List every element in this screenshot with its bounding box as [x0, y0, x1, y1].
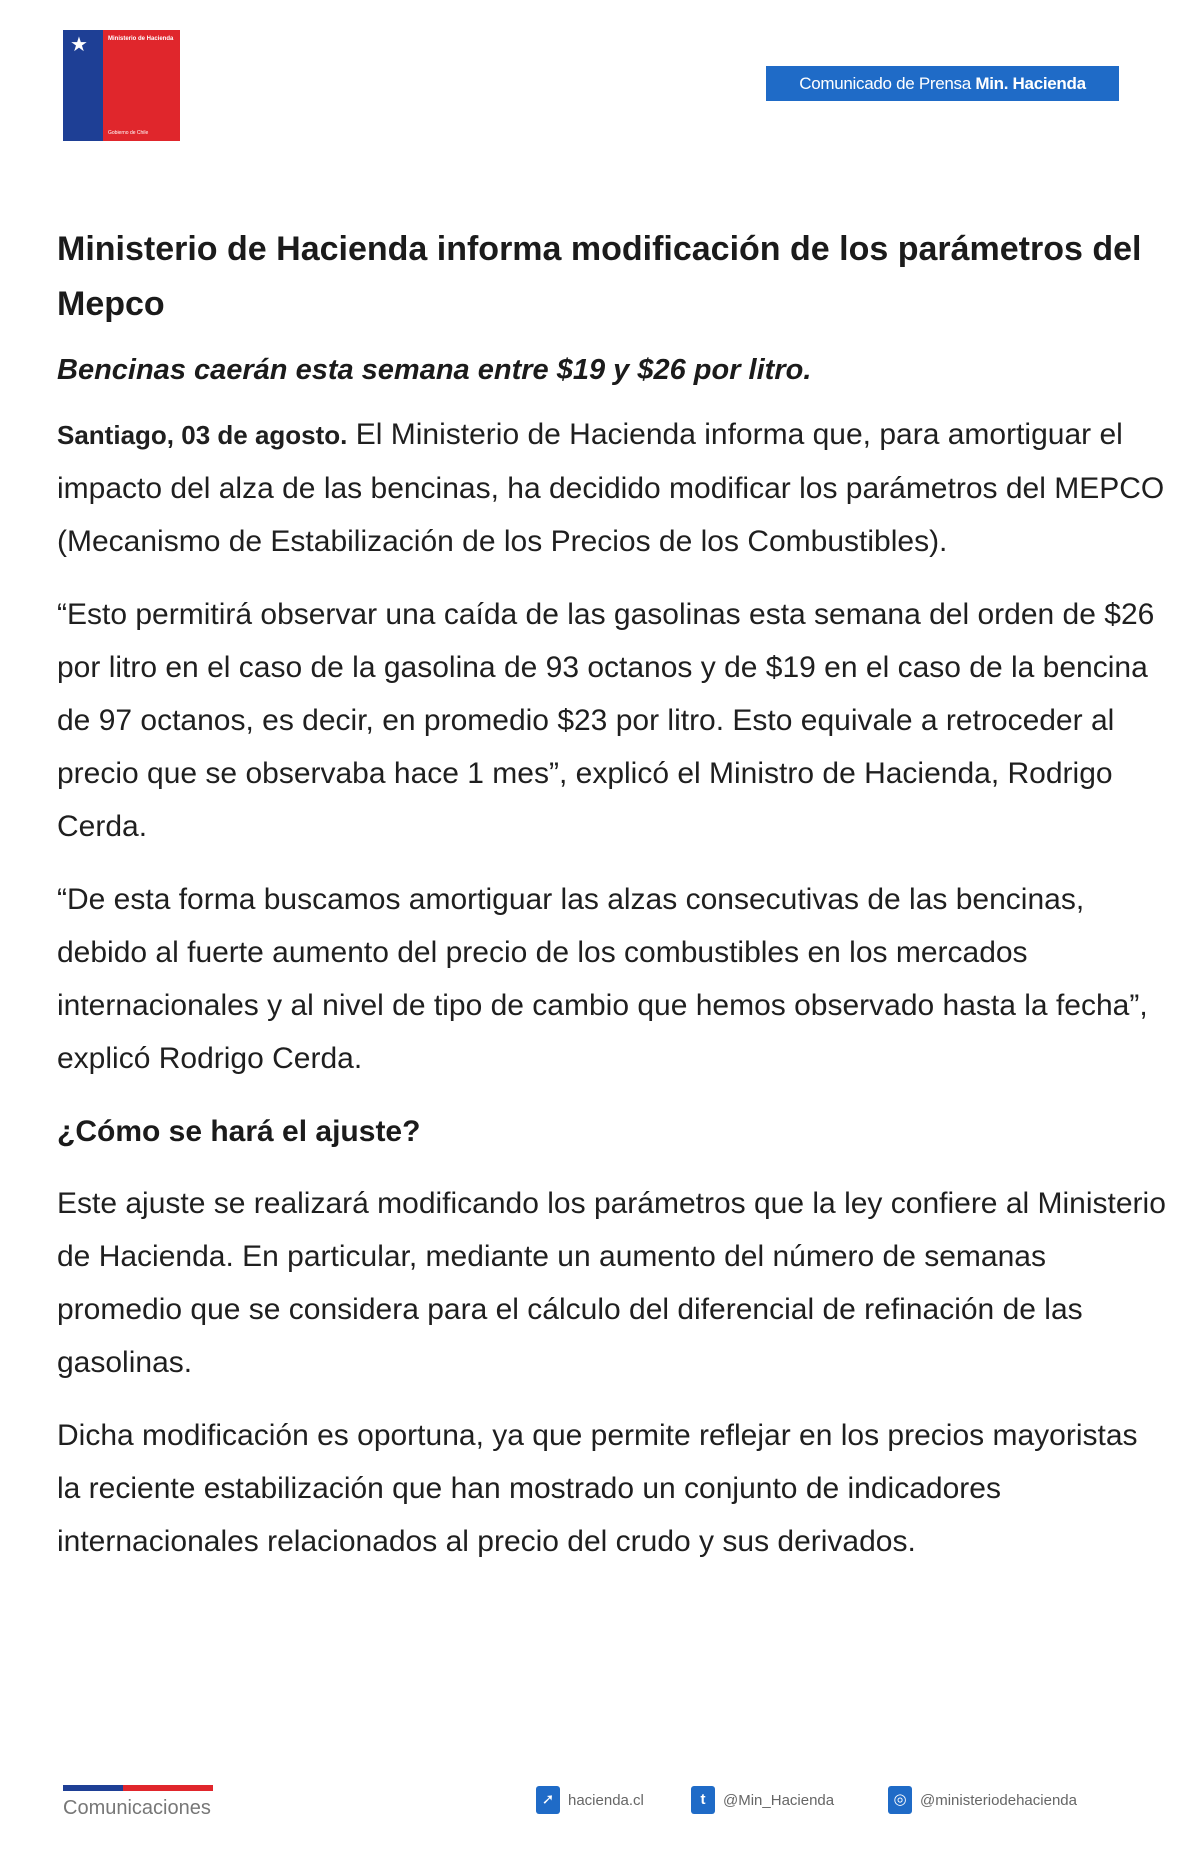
- dateline: Santiago, 03 de agosto.: [57, 420, 348, 450]
- article-body: [57, 222, 1167, 1568]
- instagram-icon: ◎: [888, 1786, 912, 1814]
- instagram-link-label: @ministeriodehacienda: [920, 1791, 1077, 1809]
- press-badge-ministry: Min. Hacienda: [975, 74, 1086, 93]
- footer-department: [63, 1785, 213, 1820]
- quote-paragraph-1: “Esto permitirá observar una caída de las gasolinas esta semana del orden de $26 por litro en el caso de la gasolina de 93 octanos y de $19 en el caso de la bencina de 97 octanos, es decir, en promedio $23 por litro. Esto equivale a retroceder al precio que se observaba hace 1 mes”, explicó el Ministro de Hacienda, Rodrigo Cerda.: [57, 598, 1155, 843]
- logo-ministry-name: Ministerio de Hacienda: [108, 36, 174, 42]
- twitter-link-label: @Min_Hacienda: [723, 1791, 835, 1809]
- instagram-link[interactable]: [888, 1786, 1077, 1814]
- cursor-icon: ➚: [536, 1786, 560, 1814]
- lead-paragraph: [57, 408, 1167, 568]
- footer-department-label: Comunicaciones: [63, 1797, 211, 1819]
- article-title: Ministerio de Hacienda informa modificación de los parámetros del Mepco: [57, 230, 1142, 323]
- press-badge-label: Comunicado de Prensa: [799, 74, 971, 93]
- website-link-label: hacienda.cl: [568, 1791, 644, 1809]
- quote-paragraph-2: “De esta forma buscamos amortiguar las alzas consecutivas de las bencinas, debido al fuerte aumento del precio de los combustibles en los mercados internacionales y al nivel de tipo de cambio que hemos observado hasta la fecha”, explicó Rodrigo Cerda.: [57, 883, 1148, 1075]
- section-paragraph-1: Este ajuste se realizará modificando los parámetros que la ley confiere al Ministerio de Hacienda. En particular, mediante un aumento del número de semanas promedio que se considera para el cálculo del diferencial de refinación de las gasolinas.: [57, 1187, 1166, 1379]
- twitter-link[interactable]: [691, 1786, 834, 1814]
- star-icon: ★: [70, 32, 88, 56]
- logo-blue-panel: [63, 30, 103, 141]
- logo-government: Gobierno de Chile: [108, 130, 149, 136]
- footer-flag-bar: [63, 1785, 213, 1791]
- article-subtitle: Bencinas caerán esta semana entre $19 y $26 por litro.: [57, 354, 812, 386]
- logo-red-panel: [103, 30, 180, 141]
- ministry-logo: [63, 30, 180, 141]
- section-heading: ¿Cómo se hará el ajuste?: [57, 1115, 421, 1148]
- press-release-badge: [766, 66, 1119, 101]
- website-link[interactable]: [536, 1786, 644, 1814]
- section-paragraph-2: Dicha modificación es oportuna, ya que permite reflejar en los precios mayoristas la reciente estabilización que han mostrado un conjunto de indicadores internacionales relacionados al precio del crudo y sus derivados.: [57, 1419, 1138, 1558]
- lead-text: El Ministerio de Hacienda informa que, para amortiguar el impacto del alza de las bencinas, ha decidido modificar los parámetros del MEPCO (Mecanismo de Estabilización de los Precios de los Combustibles).: [57, 418, 1165, 558]
- twitter-icon: t: [691, 1786, 715, 1814]
